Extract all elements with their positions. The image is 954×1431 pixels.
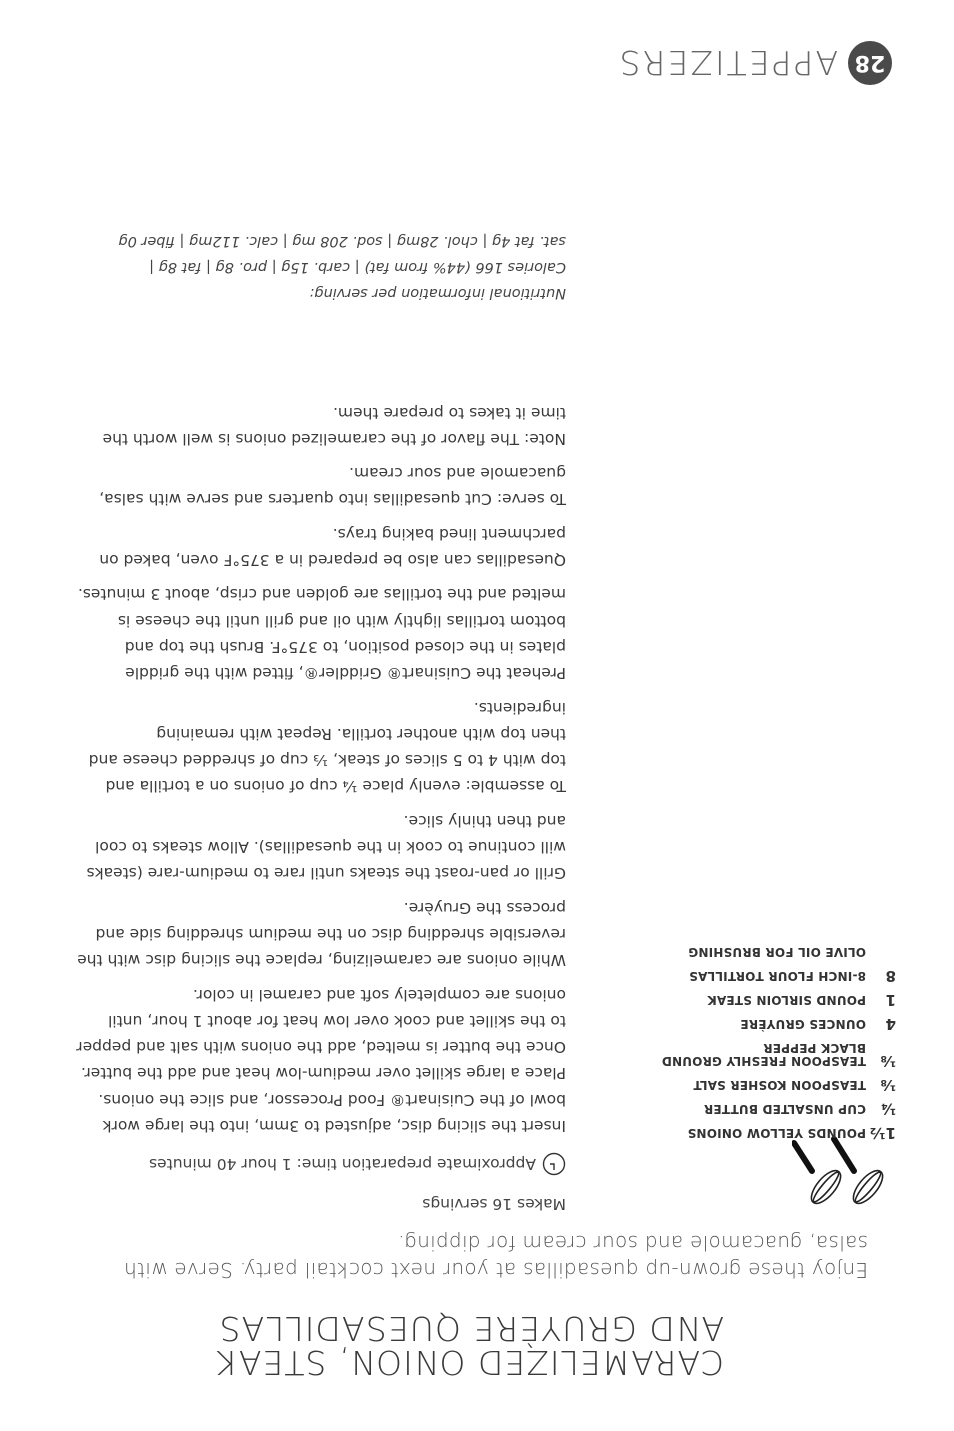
ingredient-item — [596, 991, 896, 1009]
method-steps — [76, 391, 566, 1139]
ingredient-text: TEASPOON FRESHLY GROUND BLACK PEPPER — [661, 1041, 866, 1068]
method-paragraph: Preheat the Cuisinart® Griddler®, fitted with the griddle plates in the closed position, to 375°F. Brush the top and bottom tortillas lightly with oil and grill until the cheese is melted and the tortillas are golden and crisp, about 3 minutes. — [77, 585, 566, 683]
method-paragraph: To serve: Cut quesadillas into quarters and serve with salsa, guacamole and sour cream. — [99, 464, 566, 509]
section-title: APPETIZERS — [617, 43, 838, 83]
ingredient-qty — [866, 945, 896, 958]
ingredient-text: OUNCES GRUYÈRE — [740, 1017, 866, 1031]
ingredient-item — [596, 1041, 896, 1070]
method-paragraph: Insert the slicing disc, adjusted to 3mm, into the large work bowl of the Cuisinart® Food Processor, and slice the onions. Place a large skillet over medium-low heat and add the butter. Once the butter is melted, add the onions with salt and pepper to the skillet and cook over low heat for about 1 hour, until onions are completely soft and caramel in color. — [76, 985, 566, 1135]
ingredient-item — [596, 945, 896, 958]
clock-icon — [542, 1152, 566, 1176]
ingredient-text: TEASPOON KOSHER SALT — [693, 1078, 866, 1092]
ingredient-item — [596, 1076, 896, 1094]
method-paragraph: While onions are caramelizing, replace the slicing disc with the reversible shredding disc on the medium shredding side and process the Gruyère. — [77, 898, 566, 970]
method-paragraph: To assemble: evenly place ¼ cup of onions on a tortilla and top with 4 to 5 slices of steak, ⅓ cup of shredded cheese and then top with another tortilla. Repeat with remaining ingredients. — [88, 698, 566, 796]
method-paragraph: Quesadillas can also be prepared in a 375°F oven, baked on parchment lined baking trays. — [99, 524, 566, 570]
ingredient-item — [596, 1015, 896, 1033]
ingredient-item — [596, 1124, 896, 1142]
ingredient-text: CUP UNSALTED BUTTER — [703, 1102, 866, 1116]
ingredient-qty: ⅛ — [880, 1052, 896, 1070]
recipe-title — [164, 1309, 724, 1382]
nutrition-heading: Nutritional information per serving: — [309, 285, 566, 301]
nutrition-info — [76, 228, 566, 306]
page-number-badge: 28 — [848, 41, 892, 85]
servings-text: Makes 16 servings — [422, 1195, 566, 1213]
ingredient-item — [596, 1100, 896, 1118]
nutrition-line-1: Calories 166 (44% from fat) | carb. 15g | pro. 8g | fat 8g | — [149, 259, 566, 275]
recipe-intro: Enjoy these grown-up quesadillas at your next cocktail party. Serve with salsa, guacamole and sour cream for dipping. — [123, 1231, 868, 1282]
title-line-2: AND GRUYÈRE QUESADILLAS — [218, 1309, 724, 1348]
ingredient-qty: 1½ — [869, 1124, 896, 1142]
prep-time-text: Approximate preparation time: 1 hour 40 minutes — [149, 1155, 536, 1173]
ingredient-qty: ⅛ — [880, 1076, 896, 1094]
ingredient-text: POUNDS YELLOW ONIONS — [687, 1126, 866, 1140]
prep-time — [149, 1152, 566, 1176]
ingredients-list — [596, 934, 896, 1142]
title-line-1: CARAMELIZED ONION, STEAK — [215, 1343, 724, 1382]
method-paragraph: Note: The flavor of the caramelized onions is well worth the time it takes to prepare them. — [102, 403, 566, 448]
ingredient-qty: 4 — [885, 1015, 896, 1033]
ingredient-text: OLIVE OIL FOR BRUSHING — [688, 945, 866, 959]
method-paragraph: Grill or pan-roast the steaks until rare to medium-rare (steaks will continue to cook in the quesadillas). Allow steaks to cool and then thinly slice. — [86, 811, 566, 883]
ingredient-text: POUND SIRLOIN STEAK — [707, 993, 866, 1007]
ingredient-qty: 1 — [885, 991, 896, 1009]
ingredient-qty: 8 — [885, 967, 896, 985]
ingredient-item — [596, 967, 896, 985]
nutrition-line-2: sat. fat 4g | chol. 28mg | sod. 208 mg | calc. 112mg | fiber 0g — [118, 233, 566, 249]
page-footer — [618, 41, 892, 85]
ingredient-text: 8-INCH FLOUR TORTILLAS — [688, 969, 866, 983]
ingredient-qty: ¼ — [880, 1100, 896, 1118]
